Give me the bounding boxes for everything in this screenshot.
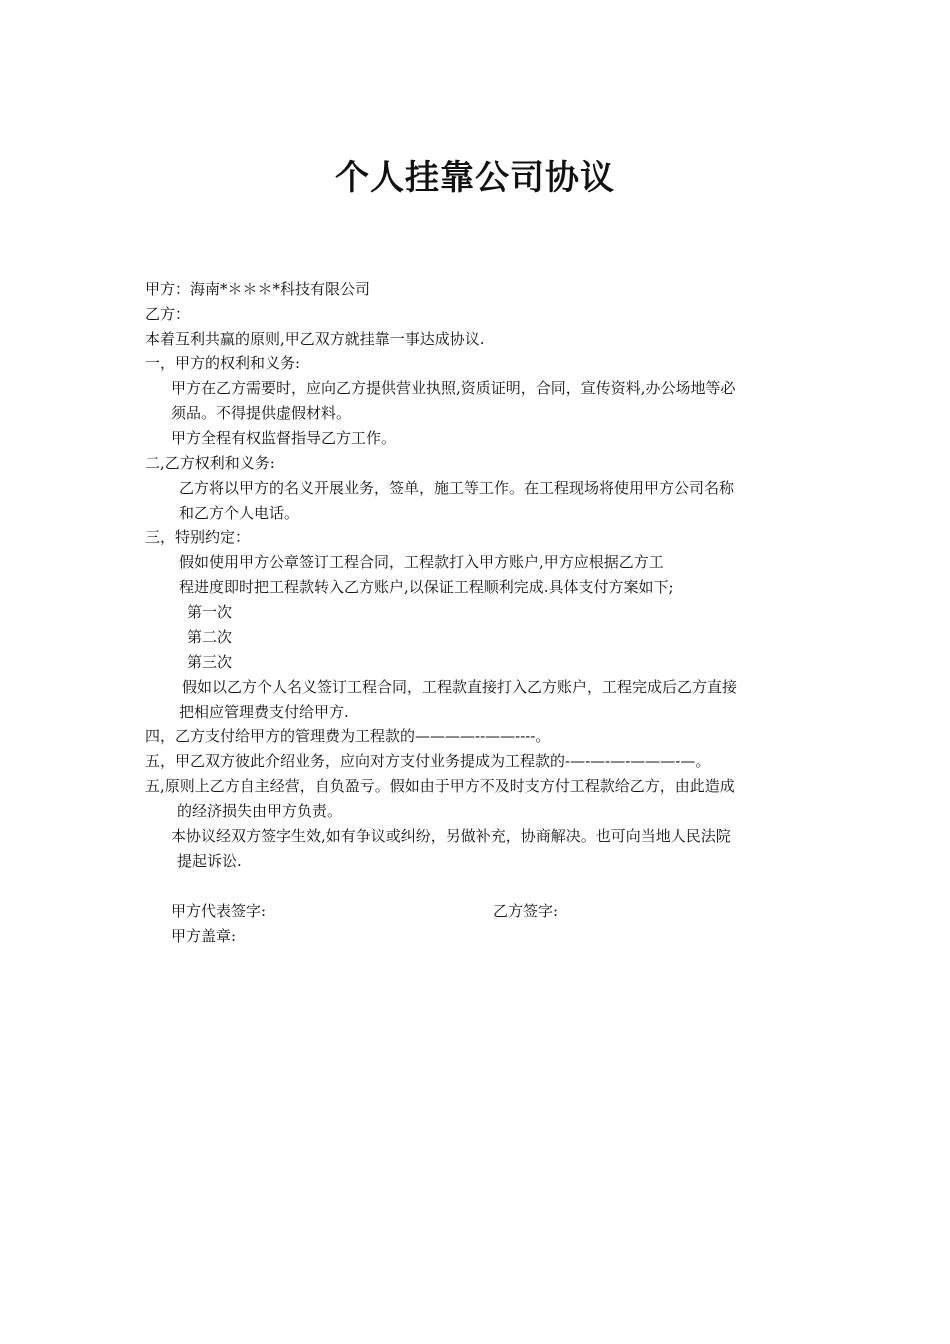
payment-item: 第三次 bbox=[187, 653, 233, 671]
section-5-text: 五，甲乙双方彼此介绍业务，应向对方支付业务提成为工程款的-—-—-—-———-—。 bbox=[145, 752, 711, 770]
section-1-text: 须品。不得提供虚假材料。 bbox=[171, 404, 352, 422]
payment-item: 第一次 bbox=[187, 603, 233, 621]
payment-item: 第二次 bbox=[187, 628, 233, 646]
section-3-text: 程进度即时把工程款转入乙方账户,以保证工程顺利完成.具体支付方案如下; bbox=[179, 578, 674, 596]
section-1-text: 甲方全程有权监督指导乙方工作。 bbox=[171, 429, 397, 447]
section-1-heading: 一，甲方的权利和义务: bbox=[145, 354, 301, 372]
preamble-line: 本着互利共赢的原则,甲乙双方就挂靠一事达成协议. bbox=[145, 330, 485, 348]
section-1-text: 甲方在乙方需要时，应向乙方提供营业执照,资质证明，合同，宣传资料,办公场地等必 bbox=[171, 379, 736, 397]
party-b-signature-label: 乙方签字: bbox=[493, 902, 559, 920]
party-a-line: 甲方：海南*＊＊＊*科技有限公司 bbox=[145, 280, 371, 298]
party-b-line: 乙方： bbox=[145, 305, 191, 323]
section-5b-text: 五,原则上乙方自主经营，自负盈亏。假如由于甲方不及时支方付工程款给乙方，由此造成 bbox=[145, 777, 735, 795]
closing-text: 本协议经双方签字生效,如有争议或纠纷，另做补充，协商解决。也可向当地人民法院 bbox=[171, 827, 731, 845]
section-5b-text: 的经济损失由甲方负责。 bbox=[177, 802, 343, 820]
party-a-seal-label: 甲方盖章: bbox=[171, 927, 237, 945]
section-3-text: 把相应管理费支付给甲方. bbox=[179, 703, 349, 721]
section-2-text: 乙方将以甲方的名义开展业务，签单，施工等工作。在工程现场将使用甲方公司名称 bbox=[179, 479, 735, 497]
section-2-heading: 二,乙方权利和义务: bbox=[145, 454, 275, 472]
party-a-rep-signature-label: 甲方代表签字: bbox=[171, 902, 267, 920]
section-3-text: 假如以乙方个人名义签订工程合同，工程款直接打入乙方账户，工程完成后乙方直接 bbox=[182, 678, 738, 696]
section-4-text: 四，乙方支付给甲方的管理费为工程款的————--——----。 bbox=[145, 727, 551, 745]
section-3-heading: 三，特别约定： bbox=[145, 528, 251, 546]
section-2-text: 和乙方个人电话。 bbox=[179, 504, 300, 522]
document-title: 个人挂靠公司协议 bbox=[335, 158, 615, 198]
closing-text: 提起诉讼. bbox=[177, 852, 242, 870]
section-3-text: 假如使用甲方公章签订工程合同，工程款打入甲方账户,甲方应根据乙方工 bbox=[179, 553, 664, 571]
